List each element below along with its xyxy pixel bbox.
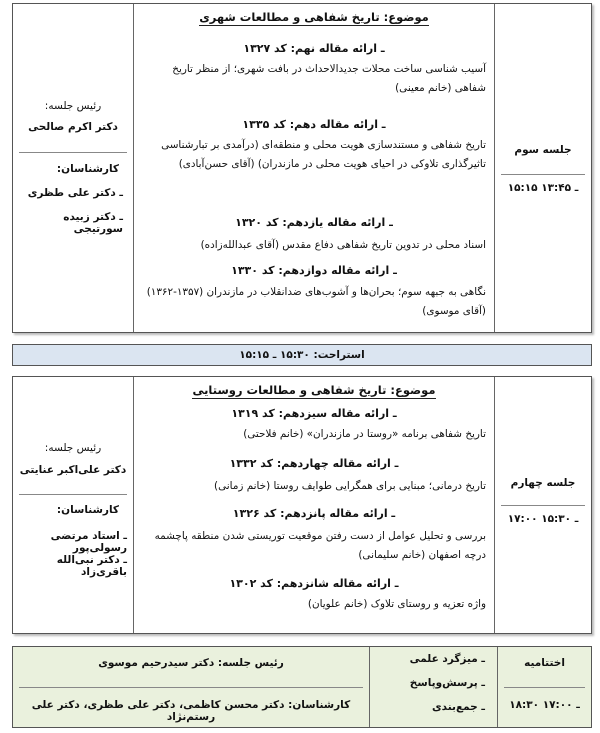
closing-name: اختتامیه: [524, 657, 565, 669]
closing-time: ۱۸:۳۰ ـ ۱۷:۰۰: [509, 699, 580, 711]
session-3-papers: [134, 4, 494, 332]
closing-items: [370, 647, 497, 727]
session-name: جلسه چهارم: [510, 477, 576, 489]
paper-text: تاریخ شفاهی برنامه «روستا در مازندران» (خانم فلاحتی): [243, 428, 486, 440]
session-4-block: [12, 376, 592, 634]
session-3-chair-column: [13, 4, 133, 332]
session-4-chair-column: [13, 377, 133, 633]
session-time: ۱۷:۰۰ ـ ۱۵:۳۰: [507, 513, 579, 525]
session-name: جلسه سوم: [514, 144, 572, 156]
session-topic: موضوع: تاریخ شفاهی و مطالعات شهری: [199, 10, 429, 24]
break-text: استراحت: ۱۵:۳۰ ـ ۱۵:۱۵: [239, 349, 365, 361]
paper-text: آسیب شناسی ساخت محلات جدیدالاحداث در بافت شهری؛ از منظر تاریخ شفاهی (خانم معینی): [172, 63, 486, 94]
session-4-time-column: [495, 377, 591, 633]
closing-item: ـ جمع‌بندی: [432, 701, 485, 713]
closing-chair: رئیس جلسه: دکتر سیدرحیم موسوی: [98, 657, 284, 669]
expert-item: ـ دکتر زبیده سورتیجی: [63, 211, 123, 235]
experts-label: کارشناسان:: [56, 504, 119, 516]
paper-title: ـ ارائه مقاله چهاردهم: کد ۱۳۳۲: [229, 457, 399, 470]
paper-text: تاریخ درمانی؛ مبنایی برای همگرایی طوایف روستا (خانم زمانی): [214, 480, 486, 492]
closing-item: ـ پرسش‌وپاسخ: [409, 677, 485, 689]
chair-name: دکتر اکرم صالحی: [28, 121, 118, 133]
paper-text: اسناد محلی در تدوین تاریخ شفاهی دفاع مقدس (آقای عبدالله‌زاده): [200, 239, 486, 251]
closing-time-column: [498, 647, 591, 727]
session-3-time-column: [495, 4, 591, 332]
chair-name: دکتر علی‌اکبر عنایتی: [19, 464, 127, 476]
paper-title: ـ ارائه مقاله پانزدهم: کد ۱۳۲۶: [232, 507, 396, 520]
chair-label: رئیس جلسه:: [44, 100, 102, 112]
session-3-block: [12, 3, 592, 333]
paper-text: تاریخ شفاهی و مستندسازی هویت محلی و منطقه‌ای (درآمدی بر تبارشناسی تاثیرگذاری تلاوکی در احیای هویت محلی در مازندران) (آقای حسن‌آبادی): [161, 139, 486, 170]
expert-item: ـ دکتر علی طظری: [27, 187, 123, 199]
chair-label: رئیس جلسه:: [44, 442, 102, 454]
paper-text: بررسی و تحلیل عوامل از دست رفتن موقعیت توریستی شدن منطقه پاچشمه درچه اصفهان (خانم سلیمانی): [154, 530, 486, 561]
session-time: ۱۵:۱۵ ـ ۱۳:۴۵: [507, 182, 579, 194]
session-topic: موضوع: تاریخ شفاهی و مطالعات روستایی: [192, 383, 436, 397]
session-4-papers: [134, 377, 494, 633]
paper-title: ـ ارائه مقاله شانزدهم: کد ۱۳۰۲: [229, 577, 399, 590]
paper-title: ـ ارائه مقاله نهم: کد ۱۳۲۷: [243, 42, 385, 55]
paper-title: ـ ارائه مقاله سیزدهم: کد ۱۳۱۹: [231, 407, 397, 420]
break-bar: [12, 344, 592, 366]
paper-title: ـ ارائه مقاله دهم: کد ۱۳۳۵: [242, 118, 386, 131]
closing-block: [12, 646, 592, 728]
closing-people: [13, 647, 369, 727]
experts-label: کارشناسان:: [56, 163, 119, 175]
expert-item: ـ دکتر نبی‌الله باقری‌زاد: [56, 554, 127, 578]
paper-text: واژه تعزیه و روستای تلاوک (خانم علویان): [307, 598, 486, 610]
closing-experts: کارشناسان: دکتر محسن کاظمی، دکتر علی طظری، دکتر علی رستم‌نژاد: [31, 699, 351, 723]
expert-item: ـ استاد مرتضی رسولی‌پور: [50, 530, 127, 554]
closing-item: ـ میزگرد علمی: [409, 653, 485, 665]
paper-text: نگاهی به جبهه سوم؛ بحران‌ها و آشوب‌های ضدانقلاب در مازندران (۱۳۵۷-۱۳۶۲) (آقای موسوی): [146, 286, 486, 317]
paper-title: ـ ارائه مقاله یازدهم: کد ۱۳۲۰: [235, 216, 393, 229]
paper-title: ـ ارائه مقاله دوازدهم: کد ۱۳۳۰: [231, 264, 397, 277]
